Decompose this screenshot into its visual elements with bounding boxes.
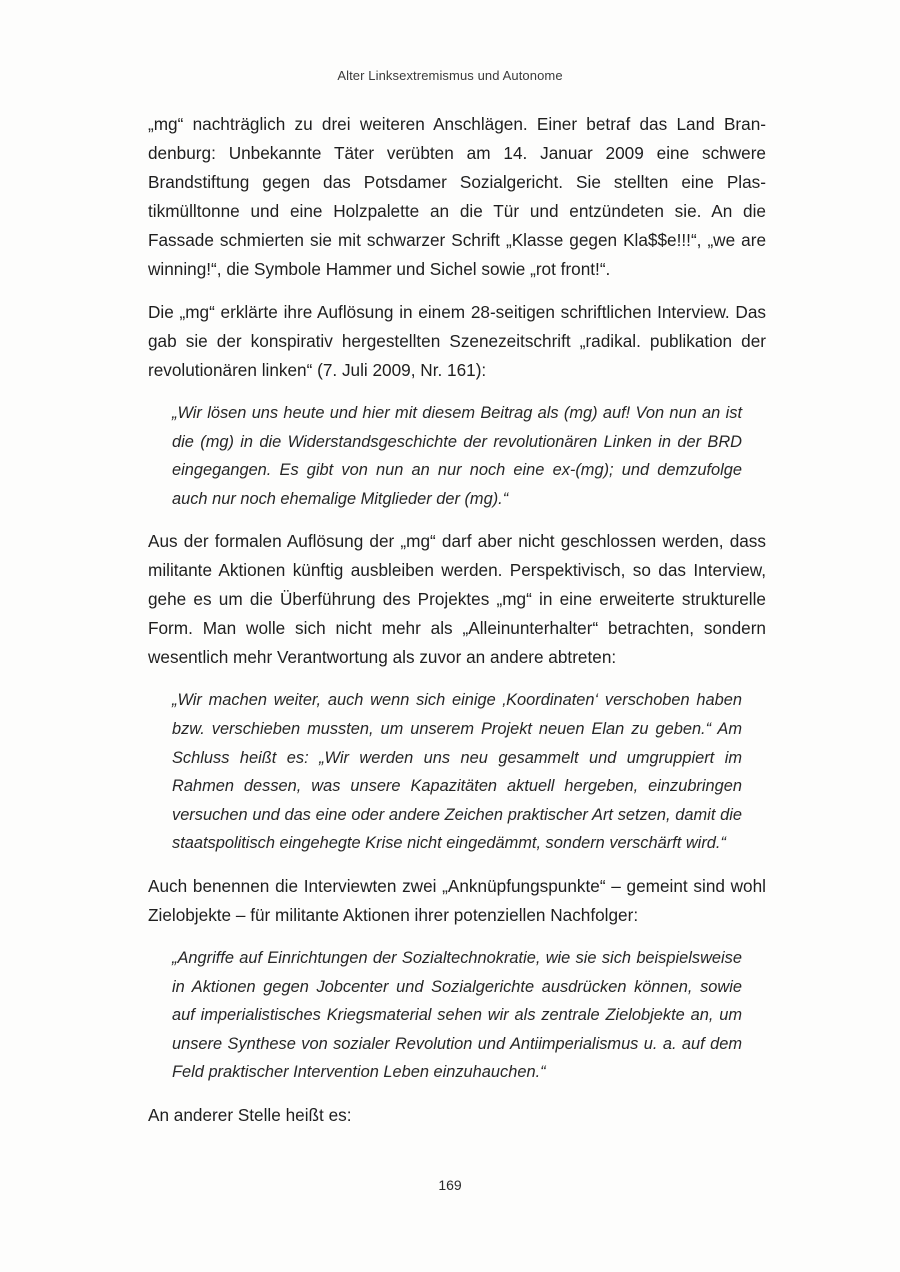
body-text — [148, 110, 766, 1144]
page-number: 169 — [438, 1177, 462, 1193]
paragraph: Auch benennen die Interviewten zwei „Anknüpfungspunkte“ – gemeint sind wohl Zielobjekte – für militante Aktionen ihrer potenziellen Nachfolger: — [148, 875, 766, 925]
paragraph: Aus der formalen Auflösung der „mg“ darf aber nicht geschlossen werden, dass militante Aktionen künftig ausbleiben werden. Perspektivisch, so das Interview, gehe es um die Überführung des Projektes „mg“ in eine erweiterte strukturelle Form. Man wolle sich nicht mehr als „Alleinunterhalter“ betrachten, sondern wesentlich mehr Verantwortung als zuvor an andere abtreten: — [148, 531, 766, 668]
paragraph: Die „mg“ erklärte ihre Auflösung in einem 28-seitigen schriftlichen Interview. Das gab sie der konspirativ hergestellten Szenezeitschrift „radikal. publikation der revolutionären linken“ (7. Juli 2009, Nr. 161): — [148, 302, 766, 380]
paragraph: „mg“ nachträglich zu drei weiteren Anschlägen. Einer betraf das Land Brandenburg: Unbekannte Täter verübten am 14. Januar 2009 eine schwere Brandstiftung gegen das Potsdamer Sozialgericht. Sie stellten eine Plastikmülltonne und eine Holzpalette an die Tür und entzündeten sie. An die Fassade schmierten sie mit schwarzer Schrift „Klasse gegen Kla$$e!!!“, „we are winning!“, die Symbole Hammer und Sichel sowie „rot front!“. — [148, 114, 766, 279]
paragraph: An anderer Stelle heißt es: — [148, 1104, 352, 1125]
running-header: Alter Linksextremismus und Autonome — [337, 68, 563, 83]
block-quote: „Wir lösen uns heute und hier mit diesem Beitrag als (mg) auf! Von nun an ist die (mg) in die Widerstandsgeschichte der revolutionären Linken in der BRD eingegangen. Es gibt von nun an nur noch eine ex-(mg); und demzufolge auch nur noch ehemalige Mitglieder der (mg).“ — [172, 404, 742, 508]
block-quote: „Wir machen weiter, auch wenn sich einige ‚Koordinaten‘ verschoben haben bzw. verschieben mussten, um unserem Projekt neuen Elan zu geben.“ Am Schluss heißt es: „Wir werden uns neu gesammelt und umgruppiert im Rahmen dessen, was unsere Kapazitäten aktuell hergeben, einzubringen versuchen und das eine oder andere Zeichen praktischer Art setzen, damit die staatspolitisch eingehegte Krise nicht eingedämmt, sondern verschärft wird.“ — [172, 691, 742, 853]
block-quote: „Angriffe auf Einrichtungen der Sozialtechnokratie, wie sie sich beispielsweise in Aktionen gegen Jobcenter und Sozialgerichte ausdrücken können, sowie auf imperialistisches Kriegsmaterial sehen wir als zentrale Zielobjekte an, um unsere Synthese von sozialer Revolution und Antiimperialismus u. a. auf dem Feld praktischer Intervention Leben einzuhauchen.“ — [172, 948, 742, 1082]
